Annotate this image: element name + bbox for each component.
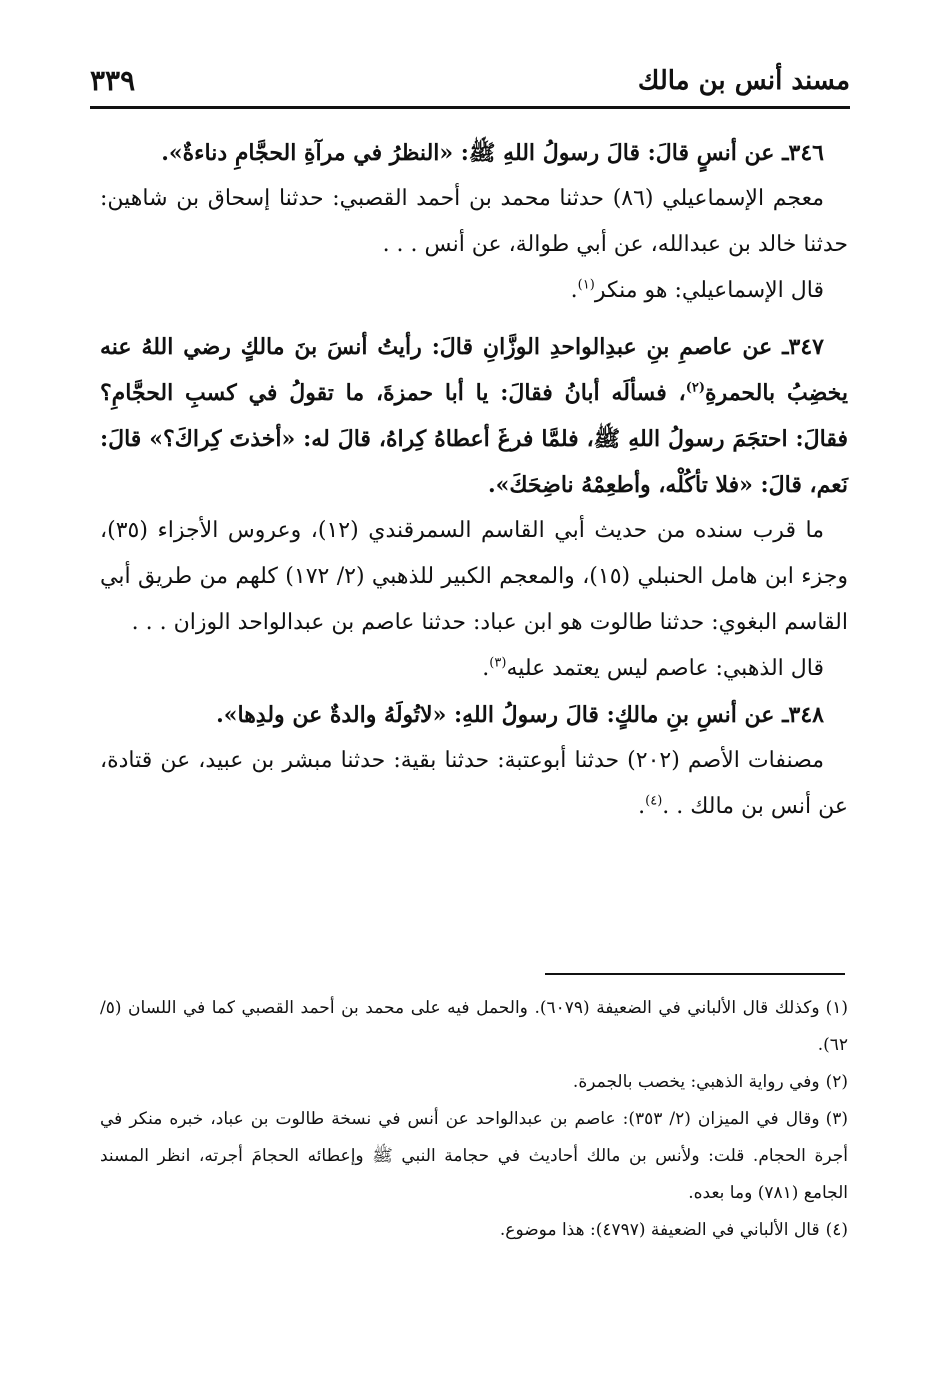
hadith-348: ٣٤٨ـ عن أنسِ بنِ مالكٍ: قالَ رسولُ اللهِ: «لاتُولَهُ والدةٌ عن ولدِها». — [216, 702, 824, 728]
footnote-text: قال الألباني في الضعيفة (٤٧٩٧): هذا موضوع. — [499, 1220, 820, 1240]
footnote-1 — [100, 990, 848, 1064]
footnote-number: (٢) — [825, 1072, 848, 1092]
note-346-text: قال الإسماعيلي: هو منكر — [594, 278, 824, 303]
source-348-end: . — [638, 794, 646, 819]
source-348-text: مصنفات الأصم (٢٠٢) حدثنا أبوعتبة: حدثنا بقية: حدثنا مبشر بن عبيد، عن قتادة، عن أنس بن مالك . . — [100, 748, 848, 819]
source-347: ما قرب سنده من حديث أبي القاسم السمرقندي (١٢)، وعروس الأجزاء (٣٥)، وجزء ابن هامل الحنبلي (١٥)، والمعجم الكبير للذهبي (٢/ ١٧٢) كلهم من طريق أبي القاسم البغوي: حدثنا طالوت هو ابن عباد: حدثنا عاصم بن عبدالواحد الوزان . . . — [100, 518, 848, 635]
hadith-347 — [100, 324, 848, 508]
running-head: مسند أنس بن مالك — [637, 66, 850, 96]
note-346-end: . — [570, 278, 578, 303]
note-347 — [100, 646, 848, 692]
footnote-ref-3: (٣) — [489, 655, 507, 671]
note-347-text: قال الذهبي: عاصم ليس يعتمد عليه — [506, 656, 824, 681]
footnote-number: (١) — [825, 998, 849, 1018]
note-346 — [100, 268, 848, 314]
hadith-347-part-b: ، فسألَه أبانُ فقالَ: يا أبا حمزةَ، ما تقولُ في كسبِ الحجَّامِ؟ فقالَ: احتجَمَ رسولُ اللهِ ﷺ، فلمَّا فرغَ أعطاهُ كِراهُ، قالَ له: «أخذتَ كِراكَ؟» قالَ: نَعم، قالَ: «فلا تأكُلْه، وأطعِمْهُ ناضِحَكَ». — [100, 380, 849, 498]
footnote-number: (٤) — [825, 1220, 848, 1240]
hadith-347-part-a: ٣٤٧ـ عن عاصمِ بنِ عبدِالواحدِ الوزَّانِ قالَ: رأيتُ أنسَ بنَ مالكٍ رضي اللهُ عنه يخضِبُ بالحمرةِ — [100, 334, 848, 406]
footnote-number: (٣) — [825, 1109, 848, 1129]
header-rule — [90, 106, 850, 109]
hadith-346: ٣٤٦ـ عن أنسٍ قالَ: قالَ رسولُ اللهِ ﷺ: «النظرُ في مرآةِ الحجَّامِ دناءةٌ». — [161, 140, 824, 166]
note-347-end: . — [482, 656, 490, 681]
source-346: معجم الإسماعيلي (٨٦) حدثنا محمد بن أحمد القصبي: حدثنا إسحاق بن شاهين: حدثنا خالد بن عبدالله، عن أبي طوالة، عن أنس . . . — [100, 186, 848, 257]
footnote-ref-1: (١) — [577, 277, 595, 293]
footnote-text: وفي رواية الذهبي: يخصب بالجمرة. — [572, 1072, 820, 1092]
footnote-text: وكذلك قال الألباني في الضعيفة (٦٠٧٩). والحمل فيه على محمد بن أحمد القصبي كما في اللسان (٥/ ٦٢). — [100, 998, 848, 1055]
footnote-3 — [100, 1101, 848, 1212]
main-text — [100, 130, 848, 830]
footnote-ref-2: (٢) — [685, 380, 706, 396]
page-number: ٣٣٩ — [90, 64, 136, 97]
footnote-2 — [100, 1064, 848, 1101]
footnote-ref-4: (٤) — [645, 793, 663, 809]
source-348 — [100, 738, 848, 830]
footnote-separator — [545, 973, 845, 975]
footnotes — [100, 990, 848, 1249]
footnote-text: وقال في الميزان (٢/ ٣٥٣): عاصم بن عبدالواحد عن أنس في نسخة طالوت بن عباد، خبره منكر في أجرة الحجام. قلت: ولأنس بن مالك أحاديث في حجامة النبي ﷺ وإعطائه الحجامَ أجرته، انظر المسند الجامع (٧٨١) وما بعده. — [100, 1109, 848, 1203]
footnote-4 — [100, 1212, 848, 1249]
page-header — [90, 62, 850, 112]
